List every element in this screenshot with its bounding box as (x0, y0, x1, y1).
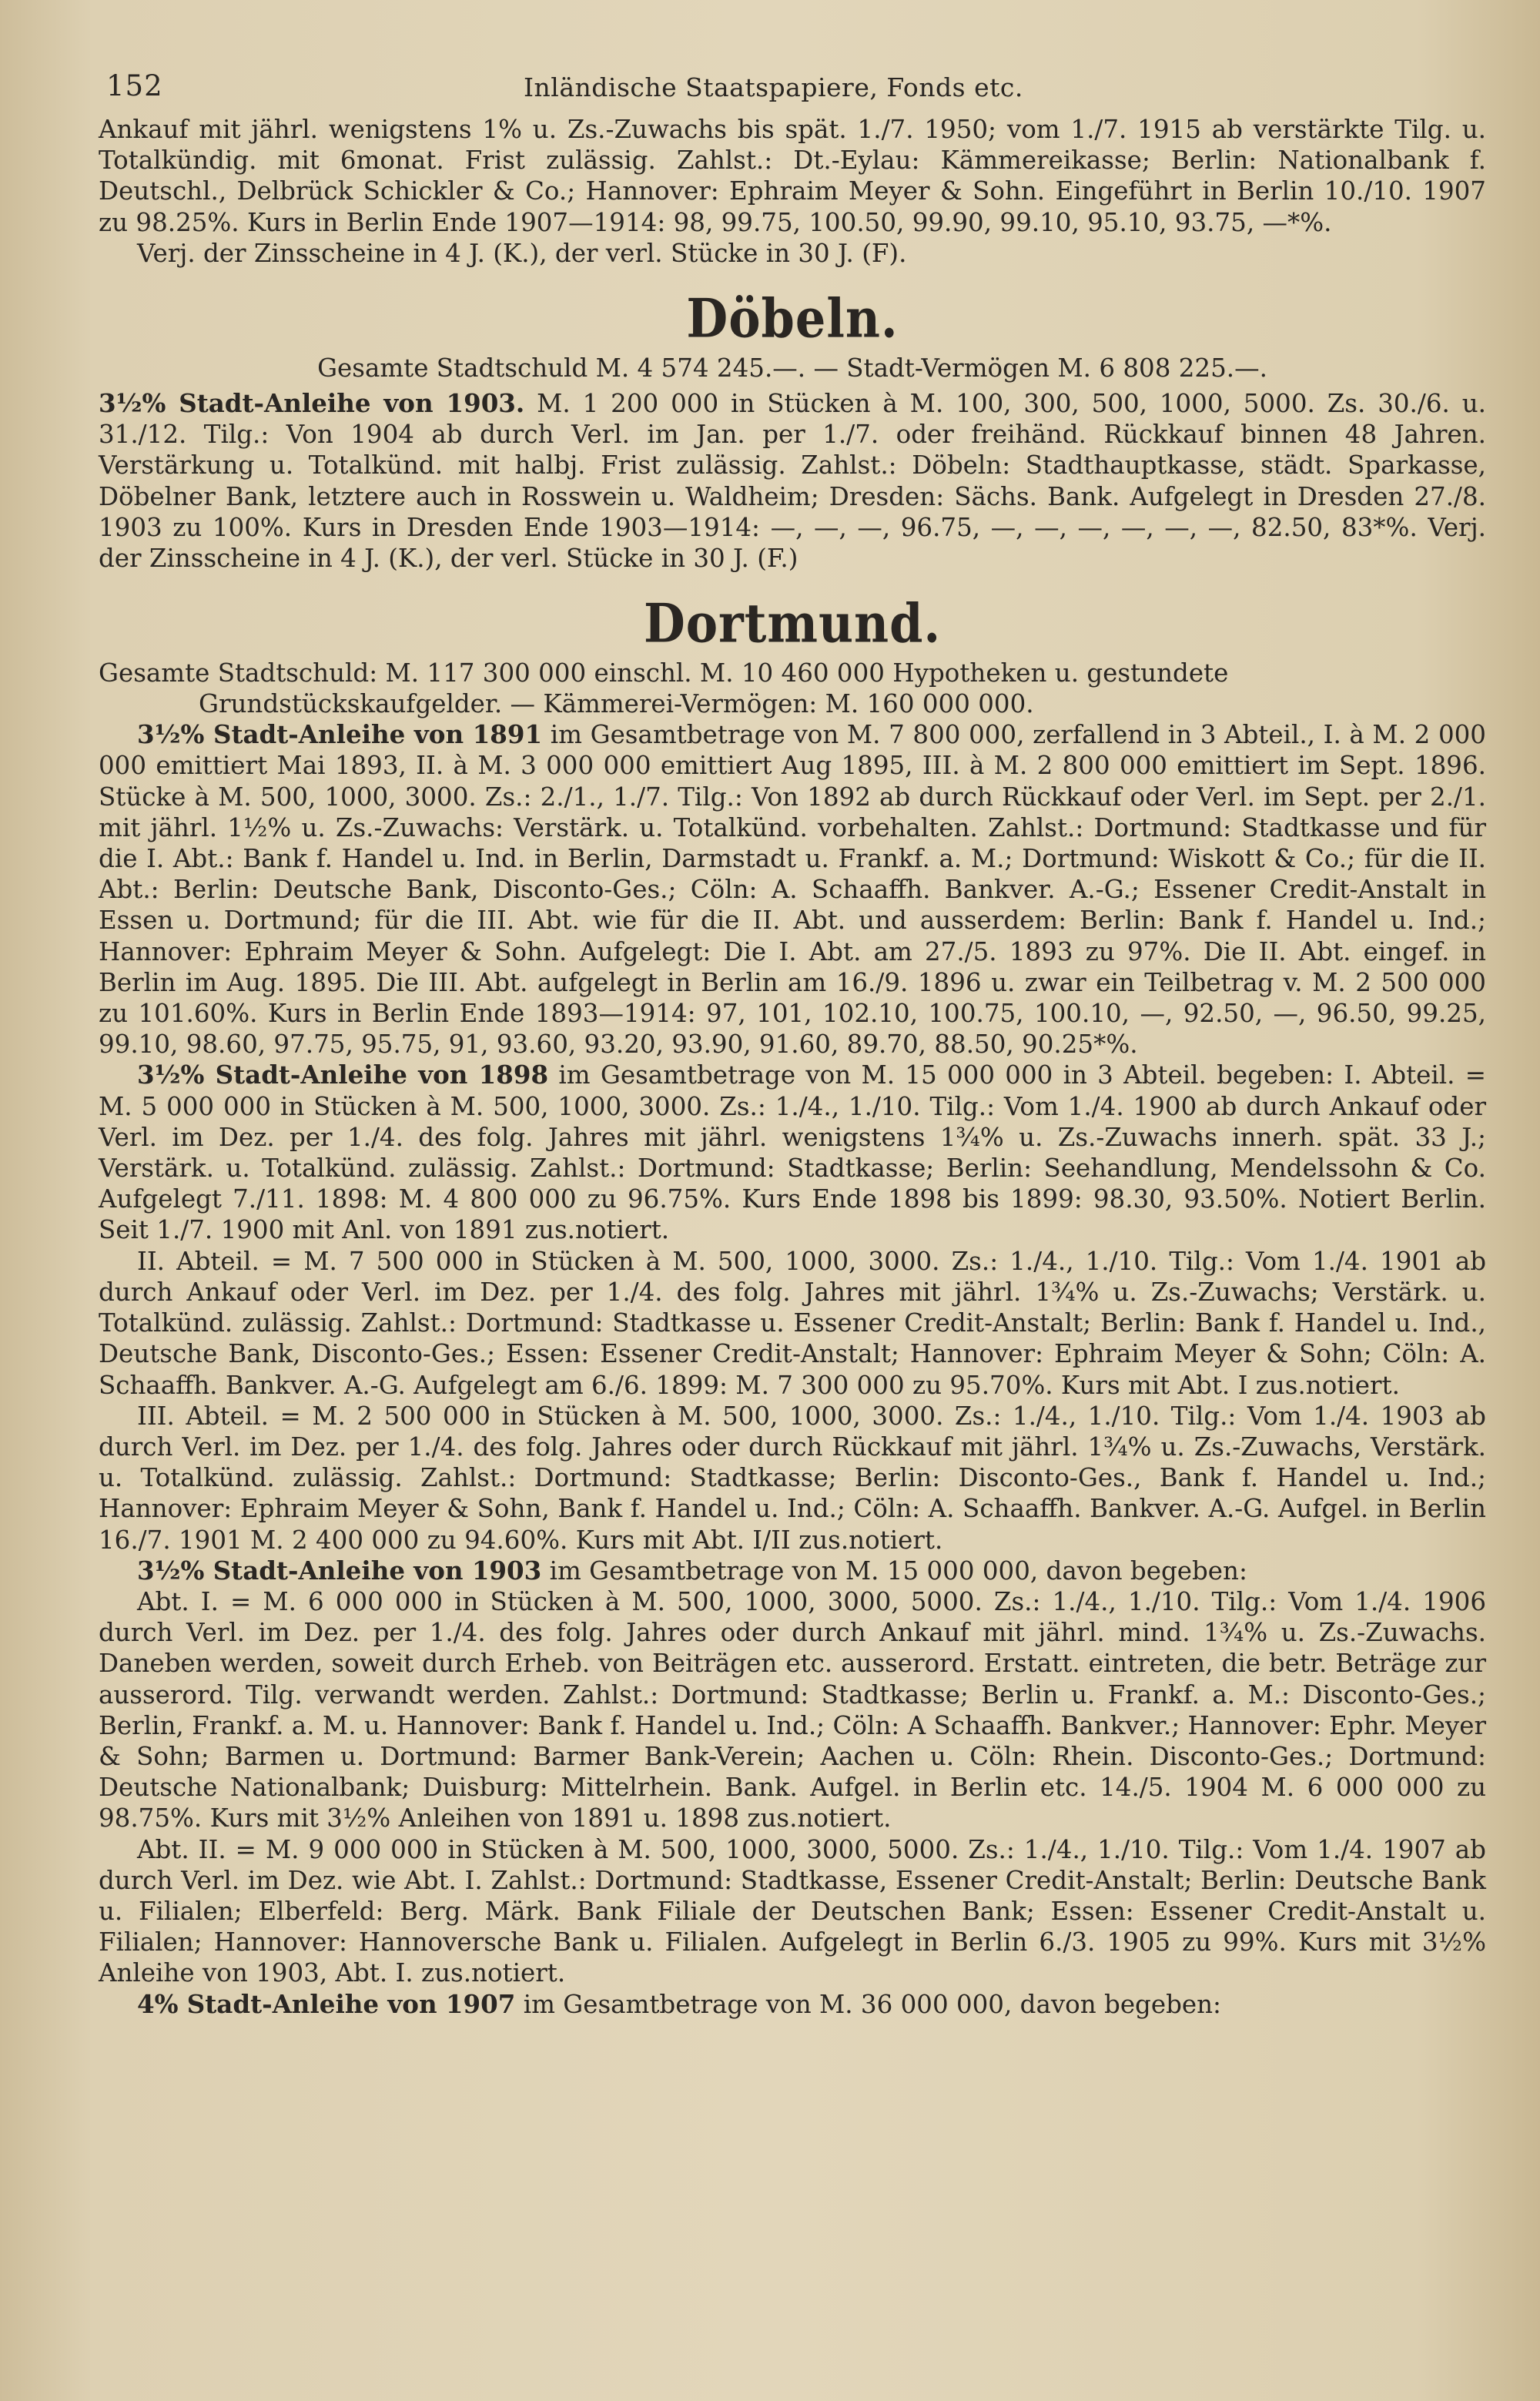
page-number: 152 (106, 69, 163, 102)
heading-doebeln: Döbeln. (686, 286, 899, 350)
doebeln-totals: Gesamte Stadtschuld M. 4 574 245.—. — Stadt-Vermögen M. 6 808 225.—. (317, 353, 1267, 383)
dortmund-loan-1907-title: 4% Stadt-Anleihe von 1907 (137, 1988, 516, 2019)
doebeln-loan-1903-title: 3½% Stadt-Anleihe von 1903. (99, 388, 525, 419)
intro-verj: Verj. der Zinsscheine in 4 J. (K.), der verl. Stücke in 30 J. (F). (137, 238, 907, 268)
dortmund-loan-1898-title: 3½% Stadt-Anleihe von 1898 (137, 1060, 549, 1090)
dortmund-loan-1891 (99, 719, 1486, 1060)
dortmund-loan-1903-text: im Gesamtbetrage von M. 15 000 000, davon begeben: (549, 1555, 1247, 1586)
dortmund-loan-1907 (99, 1989, 1486, 2020)
dortmund-loan-1903-title: 3½% Stadt-Anleihe von 1903 (137, 1555, 542, 1586)
running-title: Inländische Staatspapiere, Fonds etc. (524, 72, 1023, 102)
dortmund-loan-1898-abt3: III. Abteil. = M. 2 500 000 in Stücken à M. 500, 1000, 3000. Zs.: 1./4., 1./10. Tilg.: Vom 1./4. 1903 ab durch Verl. im Dez. per 1./4. des folg. Jahres oder durch Rückkauf mit jährl. 1¾% u. Zs.-Zuwachs, Verstärk. u. Totalkünd. zulässig. Zahlst.: Dortmund: Stadtkasse; Berlin: Disconto-Ges., Bank f. Handel u. Ind.; Hannover: Ephraim Meyer & Sohn, Bank f. Handel u. Ind.; Cöln: A. Schaaffh. Bankver. A.-G. Aufgel. in Berlin 16./7. 1901 M. 2 400 000 zu 94.60%. Kurs mit Abt. I/II zus.notiert. (99, 1401, 1486, 1555)
dortmund-loan-1903-abt1: Abt. I. = M. 6 000 000 in Stücken à M. 500, 1000, 3000, 5000. Zs.: 1./4., 1./10. Tilg.: Vom 1./4. 1906 durch Verl. im Dez. per 1./4. des folg. Jahres oder durch Ankauf mit jährl. mind. 1¾% u. Zs.-Zuwachs. Daneben werden, soweit durch Erheb. von Beiträgen etc. ausserord. Erstatt. eintreten, die betr. Beträge zur ausserord. Tilg. verwandt werden. Zahlst.: Dortmund: Stadtkasse; Berlin u. Frankf. a. M.: Disconto-Ges.; Berlin, Frankf. a. M. u. Hannover: Bank f. Handel u. Ind.; Cöln: A Schaaffh. Bankver.; Hannover: Ephr. Meyer & Sohn; Barmen u. Dortmund: Barmer Bank-Verein; Aachen u. Cöln: Rhein. Disconto-Ges.; Dortmund: Deutsche Nationalbank; Duisburg: Mittelrhein. Bank. Aufgel. in Berlin etc. 14./5. 1904 M. 6 000 000 zu 98.75%. Kurs mit 3½% Anleihen von 1891 u. 1898 zus.notiert. (99, 1586, 1486, 1833)
dortmund-loan-1903-abt2: Abt. II. = M. 9 000 000 in Stücken à M. 500, 1000, 3000, 5000. Zs.: 1./4., 1./10. Tilg.: Vom 1./4. 1907 ab durch Verl. im Dez. wie Abt. I. Zahlst.: Dortmund: Stadtkasse, Essener Credit-Anstalt; Berlin: Deutsche Bank u. Filialen; Elberfeld: Berg. Märk. Bank Filiale der Deutschen Bank; Essen: Essener Credit-Anstalt u. Filialen; Hannover: Hannoversche Bank u. Filialen. Aufgelegt in Berlin 6./3. 1905 zu 99%. Kurs mit 3½% Anleihe von 1903, Abt. I. zus.notiert. (99, 1834, 1486, 1988)
dortmund-loan-1907-text: im Gesamtbetrage von M. 36 000 000, davon begeben: (523, 1989, 1222, 2019)
doebeln-loan-1903 (99, 388, 1486, 574)
dortmund-loan-1898-text: im Gesamtbetrage von M. 15 000 000 in 3 Abteil. begeben: I. Abteil. = M. 5 000 000 in Stücken à M. 500, 1000, 3000. Zs.: 1./4., 1./10. Tilg.: Vom 1./4. 1900 ab durch Ankauf oder Verl. im Dez. per 1./4. des folg. Jahres mit jährl. wenigstens 1¾% u. Zs.-Zuwachs innerh. spät. 33 J.; Verstärk. u. Totalkünd. zulässig. Zahlst.: Dortmund: Stadtkasse; Berlin: Seehandlung, Mendelssohn & Co. Aufgelegt 7./11. 1898: M. 4 800 000 zu 96.75%. Kurs Ende 1898 bis 1899: 98.30, 93.50%. Notiert Berlin. Seit 1./7. 1900 mit Anl. von 1891 zus.notiert. (99, 1060, 1486, 1245)
intro-paragraph: Ankauf mit jährl. wenigstens 1% u. Zs.-Zuwachs bis spät. 1./7. 1950; vom 1./7. 1915 ab verstärkte Tilg. u. Totalkündig. mit 6monat. Frist zulässig. Zahlst.: Dt.-Eylau: Kämmereikasse; Berlin: Nationalbank f. Deutschl., Delbrück Schickler & Co.; Hannover: Ephraim Meyer & Sohn. Eingeführt in Berlin 10./10. 1907 zu 98.25%. Kurs in Berlin Ende 1907—1914: 98, 99.75, 100.50, 99.90, 99.10, 95.10, 93.75, —*%. (99, 115, 1486, 237)
dortmund-loan-1898 (99, 1060, 1486, 1245)
dortmund-loan-1891-title: 3½% Stadt-Anleihe von 1891 (137, 719, 543, 750)
heading-dortmund: Dortmund. (643, 591, 942, 655)
page-header (99, 60, 1486, 114)
dortmund-totals-line2: Grundstückskaufgelder. — Kämmerei-Vermögen: M. 160 000 000. (199, 689, 1034, 719)
dortmund-totals (99, 658, 1486, 719)
dortmund-totals-line1: Gesamte Stadtschuld: M. 117 300 000 einschl. M. 10 460 000 Hypotheken u. gestundete (99, 658, 1229, 688)
doebeln-loan-1903-text: M. 1 200 000 in Stücken à M. 100, 300, 500, 1000, 5000. Zs. 30./6. u. 31./12. Tilg.: Von 1904 ab durch Verl. im Jan. per 1./7. oder freihänd. Rückkauf binnen 48 Jahren. Verstärkung u. Totalkünd. mit halbj. Frist zulässig. Zahlst.: Döbeln: Stadthauptkasse, städt. Sparkasse, Döbelner Bank, letztere auch in Rosswein u. Waldheim; Dresden: Sächs. Bank. Aufgelegt in Dresden 27./8. 1903 zu 100%. Kurs in Dresden Ende 1903—1914: —, —, —, 96.75, —, —, —, —, —, —, 82.50, 83*%. Verj. der Zinsscheine in 4 J. (K.), der verl. Stücke in 30 J. (F.) (99, 389, 1486, 574)
dortmund-loan-1903 (99, 1555, 1486, 1586)
dortmund-loan-1898-abt2: II. Abteil. = M. 7 500 000 in Stücken à M. 500, 1000, 3000. Zs.: 1./4., 1./10. Tilg.: Vom 1./4. 1901 ab durch Ankauf oder Verl. im Dez. per 1./4. des folg. Jahres mit jährl. 1¾% u. Zs.-Zuwachs; Verstärk. u. Totalkünd. zulässig. Zahlst.: Dortmund: Stadtkasse u. Essener Credit-Anstalt; Berlin: Bank f. Handel u. Ind., Deutsche Bank, Disconto-Ges.; Essen: Essener Credit-Anstalt; Hannover: Ephraim Meyer & Sohn; Cöln: A. Schaaffh. Bankver. A.-G. Aufgelegt am 6./6. 1899: M. 7 300 000 zu 95.70%. Kurs mit Abt. I zus.notiert. (99, 1246, 1486, 1400)
dortmund-loan-1891-text: im Gesamtbetrage von M. 7 800 000, zerfallend in 3 Abteil., I. à M. 2 000 000 emittiert Mai 1893, II. à M. 3 000 000 emittiert Aug 1895, III. à M. 2 800 000 emittiert im Sept. 1896. Stücke à M. 500, 1000, 3000. Zs.: 2./1., 1./7. Tilg.: Von 1892 ab durch Rückkauf oder Verl. im Sept. per 2./1. mit jährl. 1½% u. Zs.-Zuwachs: Verstärk. u. Totalkünd. vorbehalten. Zahlst.: Dortmund: Stadtkasse und für die I. Abt.: Bank f. Handel u. Ind. in Berlin, Darmstadt u. Frankf. a. M.; Dortmund: Wiskott & Co.; für die II. Abt.: Berlin: Deutsche Bank, Disconto-Ges.; Cöln: A. Schaaffh. Bankver. A.-G.; Essener Credit-Anstalt in Essen u. Dortmund; für die III. Abt. wie für die II. Abt. und ausserdem: Berlin: Bank f. Handel u. Ind.; Hannover: Ephraim Meyer & Sohn. Aufgelegt: Die I. Abt. am 27./5. 1893 zu 97%. Die II. Abt. eingef. in Berlin im Aug. 1895. Die III. Abt. aufgelegt in Berlin am 16./9. 1896 u. zwar ein Teilbetrag v. M. 2 500 000 zu 101.60%. Kurs in Berlin Ende 1893—1914: 97, 101, 102.10, 100.75, 100.10, —, 92.50, —, 96.50, 99.25, 99.10, 98.60, 97.75, 95.75, 91, 93.60, 93.20, 93.90, 91.60, 89.70, 88.50, 90.25*%. (99, 720, 1486, 1060)
